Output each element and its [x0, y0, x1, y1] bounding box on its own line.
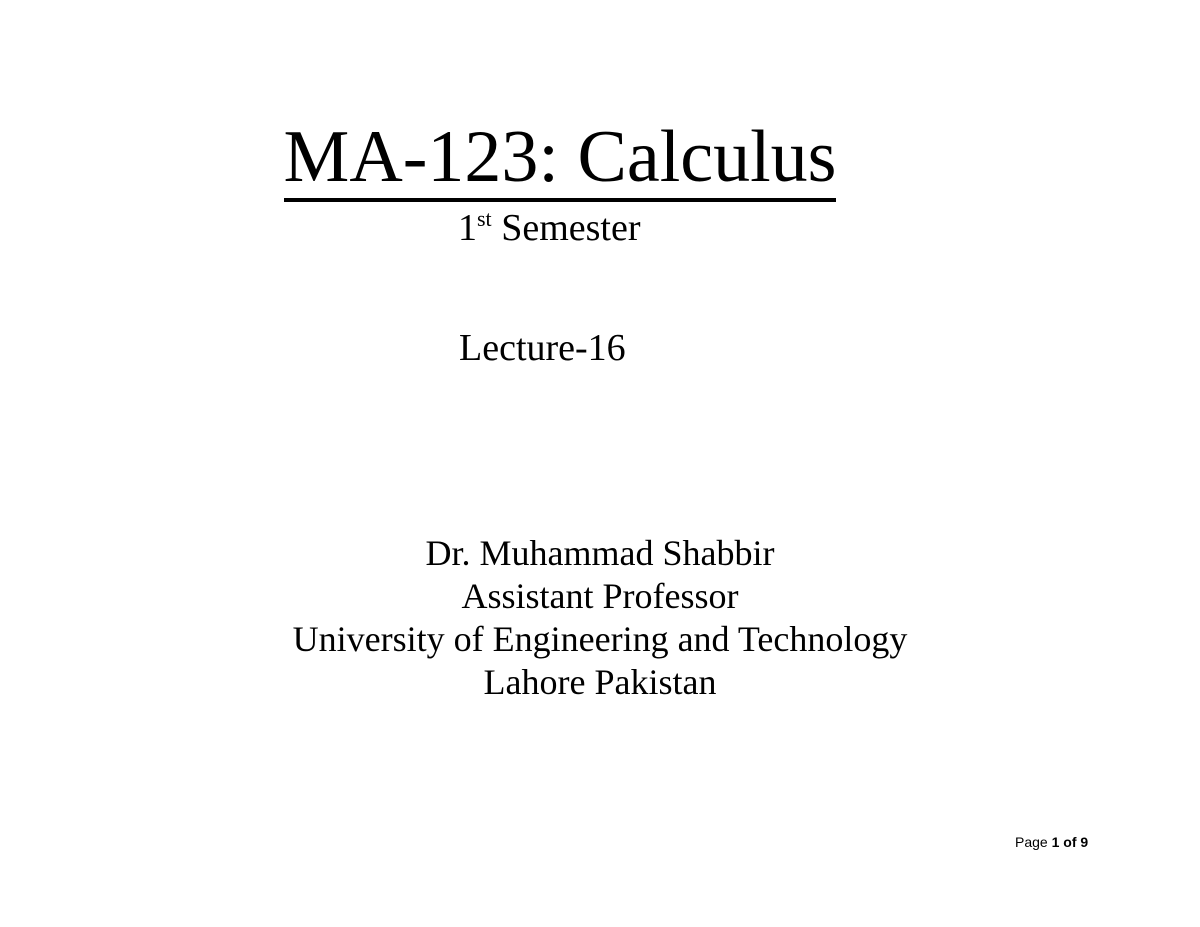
lecture-number: Lecture-16 — [459, 327, 626, 369]
total-pages: 9 — [1080, 834, 1089, 850]
page-number — [1015, 833, 1088, 851]
course-title — [0, 112, 1120, 202]
author-institution: University of Engineering and Technology — [292, 619, 908, 659]
semester-number: 1 — [458, 207, 477, 249]
author-position: Assistant Professor — [461, 576, 739, 616]
page-word: Page — [1015, 834, 1048, 850]
semester-suffix: st — [477, 206, 492, 231]
author-block — [0, 532, 1200, 704]
of-word: of — [1063, 834, 1077, 850]
current-page: 1 — [1051, 834, 1060, 850]
course-title-text: MA-123: Calculus — [284, 116, 837, 202]
semester-label: Semester — [501, 207, 641, 249]
semester-line — [458, 205, 640, 251]
author-location: Lahore Pakistan — [483, 662, 717, 702]
author-name: Dr. Muhammad Shabbir — [425, 533, 775, 573]
